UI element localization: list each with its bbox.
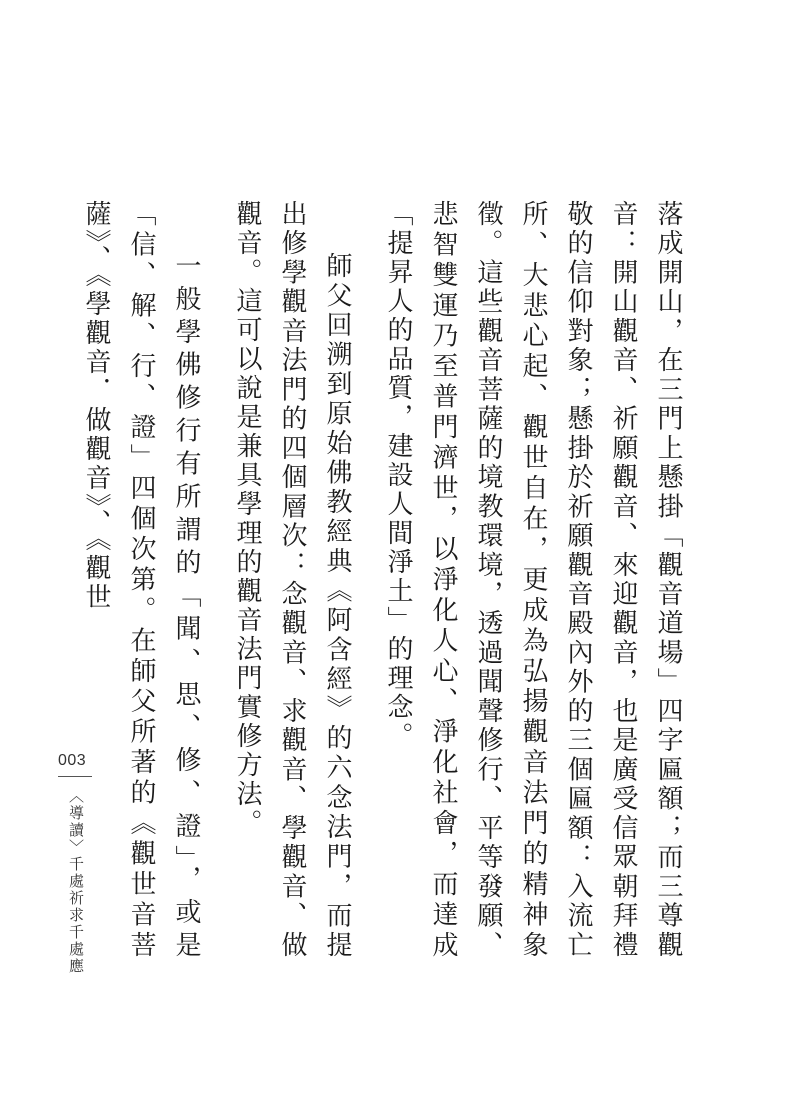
paragraph-opening-dedication: 落成開山，在三門上懸掛「觀音道場」四字匾額；而三尊觀音：開山觀音、祈願觀音、來迎觀音，也是廣受信眾朝拜禮敬的信仰對象；懸掛於祈願觀音殿內外的三個匾額：入流亡所、大悲心起、觀世自在，更成為弘揚觀音法門的精神象徵。這些觀音菩薩的境教環境，透過聞聲修行、平等發願、悲智雙運乃至普門濟世，以淨化人心、淨化社會，而達成「提昇人的品質，建設人間淨土」的理念。 [383,200,683,960]
page-number: 003 [58,752,87,769]
running-title: 〈導讀〉千處祈求千處應 [67,788,85,975]
paragraph-stages-of-practice: 一般學佛修行有所謂的「聞、思、修、證」，或是「信、解、行、證」四個次第。在師父所著的《觀世音菩薩》、《學觀音．做觀音》、《觀世 [81,200,201,960]
paragraph-four-levels: 師父回溯到原始佛教經典《阿含經》的六念法門，而提出修學觀音法門的四個層次：念觀音、求觀音、學觀音、做觀音。這可以說是兼具學理的觀音法門實修方法。 [232,200,352,960]
page-number-divider [58,776,92,777]
vertical-body-text [81,200,690,960]
